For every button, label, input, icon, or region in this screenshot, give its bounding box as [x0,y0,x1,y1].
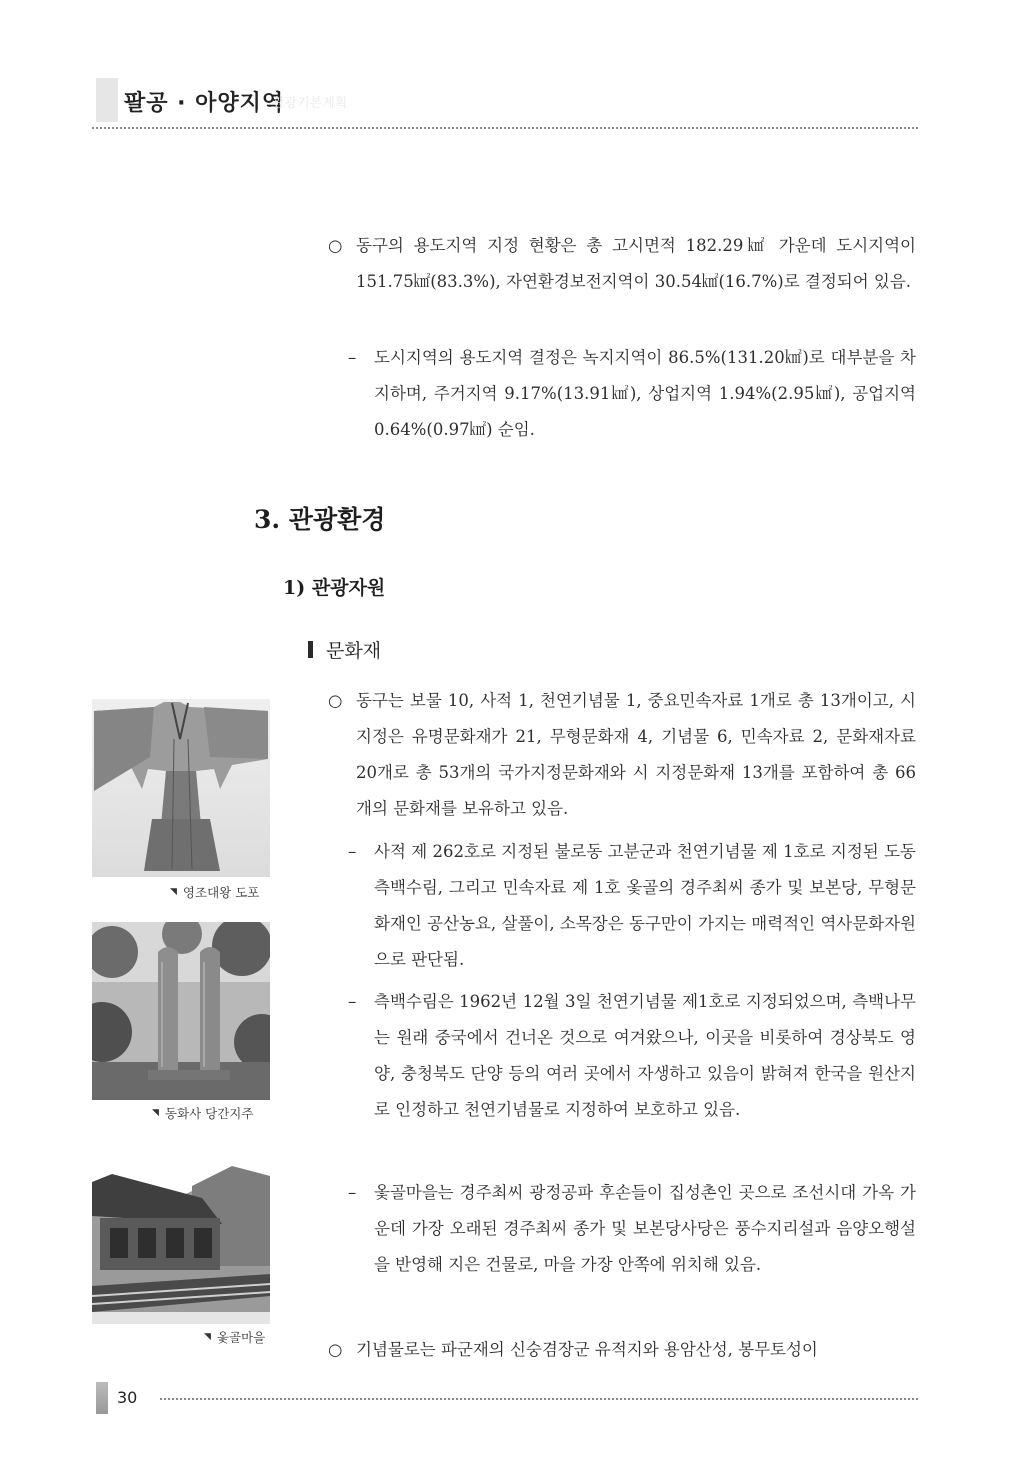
dash-bullet: – [348,842,357,861]
paragraph-arborvitae-forest [348,984,916,1128]
paragraph-text: 옻골마을는 경주최씨 광정공파 후손들이 집성촌인 곳으로 조선시대 가옥 가운데 가장 오래된 경주최씨 종가 및 보본당사당은 풍수지리설과 음양오행설을 반영해 지은 건물로, 마을 가장 안쪽에 위치해 있음. [374,1183,916,1274]
heading-bar-marker [308,641,313,658]
paragraph-text: 도시지역의 용도지역 결정은 녹지지역이 86.5%(131.20㎢)로 대부분을 차지하며, 주거지역 9.17%(13.91㎢), 상업지역 1.94%(2.95㎢), 공업지역 0.64%(0.97㎢) 순임. [374,348,916,439]
header-tab-marker [96,78,118,122]
paragraph-otgol-village [348,1175,916,1283]
paragraph-text: 동구는 보물 10, 사적 1, 천연기념물 1, 중요민속자료 1개로 총 13개이고, 시 지정은 유명문화재가 21, 무형문화재 4, 기념물 6, 민속자료 2, 문화재자료 20개로 총 53개의 국가지정문화재와 시 지정문화재 13개를 포함하여 총 66개의 문화재를 보유하고 있음. [356,691,916,818]
caption-marker-icon: ◥ [152,1108,159,1118]
subsubsection-heading [308,636,381,662]
paragraph-historic-resources [348,834,916,978]
paragraph-monuments [328,1332,916,1368]
photo-royal-robe [92,699,270,877]
caption-flagpole-supports [152,1104,253,1122]
footer-dotted-rule [160,1398,918,1400]
caption-marker-icon: ◥ [204,1332,211,1342]
dash-bullet: – [348,348,357,367]
caption-text: 영조대왕 도포 [182,885,260,900]
dash-bullet: – [348,1183,357,1202]
caption-marker-icon: ◥ [170,887,177,897]
page-number: 30 [117,1388,138,1407]
section-heading: 3. 관광환경 [254,505,386,534]
dash-bullet: – [348,992,357,1011]
paragraph-cultural-assets [328,683,916,827]
circle-bullet: ○ [328,1340,343,1359]
paragraph-text: 측백수림은 1962년 12월 3일 천연기념물 제1호로 지정되었으며, 측백나무는 원래 중국에서 건너온 것으로 여겨왔으나, 이곳을 비롯하여 경상북도 영양, 충청북도 단양 등의 여러 곳에서 자생하고 있음이 밝혀져 한국을 원산지로 인정하고 천연기념물로 지정하여 보호하고 있음. [374,992,916,1119]
caption-royal-robe [170,883,259,901]
caption-text: 동화사 당간지주 [164,1106,254,1121]
paragraph-text: 사적 제 262호로 지정된 불로동 고분군과 천연기념물 제 1호로 지정된 도동 측백수림, 그리고 민속자료 제 1호 옻골의 경주최씨 종가 및 보본당, 무형문화재인 공산농요, 살풀이, 소목장은 동구만이 가지는 매력적인 역사문화자원으로 판단됨. [374,842,916,969]
footer-tab-marker [96,1382,108,1414]
caption-text: 옻골마을 [216,1330,266,1345]
running-header-title: 팔공 · 아양지역 [124,91,285,116]
circle-bullet: ○ [328,236,343,255]
caption-otgol-village [204,1328,265,1346]
subsection-heading: 1) 관광자원 [283,577,386,599]
paragraph-text: 기념물로는 파군재의 신숭겸장군 유적지와 용암산성, 봉무토성이 [356,1340,818,1359]
photo-flagpole-supports [92,922,270,1100]
running-header-faded-text: 관광기본계획 [272,96,348,111]
header-dotted-rule [92,127,918,129]
photo-otgol-village [92,1146,270,1324]
paragraph-text: 동구의 용도지역 지정 현황은 총 고시면적 182.29㎢ 가운데 도시지역이 151.75㎢(83.3%), 자연환경보전지역이 30.54㎢(16.7%)로 결정되어 있음. [356,236,916,291]
subsubsection-label: 문화재 [326,639,382,662]
paragraph-zoning-status [328,228,916,300]
paragraph-urban-zoning [348,340,916,448]
circle-bullet: ○ [328,691,343,710]
